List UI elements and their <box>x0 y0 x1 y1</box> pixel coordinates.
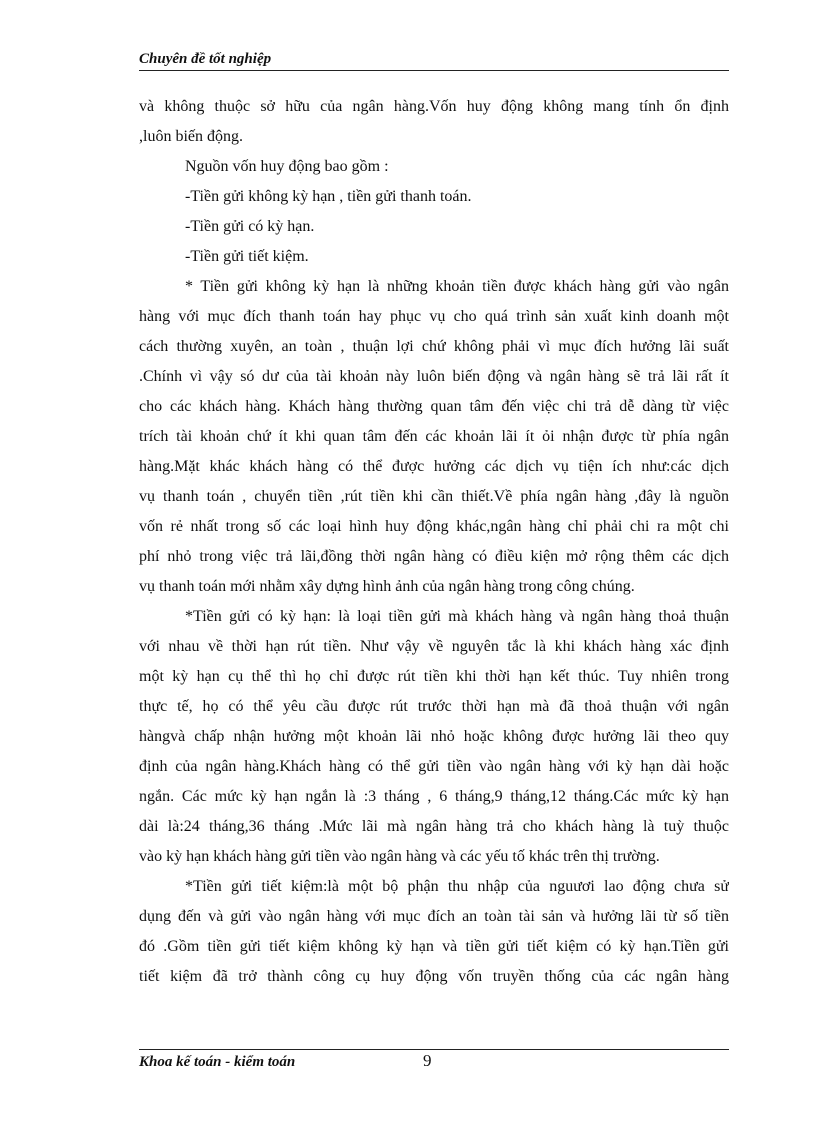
body-line: vụ thanh toán mới nhằm xây dựng hình ảnh của ngân hàng trong công chúng. <box>139 578 635 595</box>
body-line: trích tài khoản chứ ít khi quan tâm đến các khoản lãi ít ỏi nhận được từ phía ngân <box>139 428 729 445</box>
body-line: -Tiền gửi tiết kiệm. <box>185 248 309 265</box>
body-line: thực tế, họ có thể yêu cầu được rút trước thời hạn mà đã thoả thuận với ngân <box>139 698 729 715</box>
footer-divider <box>139 1049 729 1050</box>
body-line: tiết kiệm đã trở thành công cụ huy động vốn truyền thống của các ngân hàng <box>139 968 729 985</box>
body-line: *Tiền gửi tiết kiệm:là một bộ phận thu nhập của nguươi lao động chưa sử <box>185 878 729 895</box>
body-line: * Tiền gửi không kỳ hạn là những khoản tiền được khách hàng gửi vào ngân <box>185 278 729 295</box>
body-line: phí nhỏ trong việc trả lãi,đồng thời ngân hàng có điều kiện mở rộng thêm các dịch <box>139 548 729 565</box>
body-line: đó .Gồm tiền gửi tiết kiệm không kỳ hạn và tiền gửi tiết kiệm có kỳ hạn.Tiền gửi <box>139 938 729 955</box>
body-line: hàngvà chấp nhận hưởng một khoản lãi nhỏ hoặc không được hưởng lãi theo quy <box>139 728 729 745</box>
body-text <box>139 92 729 992</box>
footer-department: Khoa kế toán - kiểm toán <box>139 1054 296 1070</box>
body-line: và không thuộc sở hữu của ngân hàng.Vốn huy động không mang tính ổn định <box>139 98 729 115</box>
body-line: .Chính vì vậy só dư của tài khoản này luôn biến động và ngân hàng sẽ trả lãi rất ít <box>139 368 729 385</box>
body-line: vốn rẻ nhất trong số các loại hình huy động khác,ngân hàng chỉ phải chi ra một chi <box>139 518 729 535</box>
body-line: dài là:24 tháng,36 tháng .Mức lãi mà ngân hàng trả cho khách hàng là tuỳ thuộc <box>139 818 729 835</box>
body-line: ngắn. Các mức kỳ hạn ngắn là :3 tháng , 6 tháng,9 tháng,12 tháng.Các mức kỳ hạn <box>139 788 729 805</box>
body-line: -Tiền gửi có kỳ hạn. <box>185 218 315 235</box>
body-line: một kỳ hạn cụ thể thì họ chỉ được rút tiền khi thời hạn kết thúc. Tuy nhiên trong <box>139 668 729 685</box>
body-line: ,luôn biến động. <box>139 128 243 145</box>
body-line: với nhau về thời hạn rút tiền. Như vậy về nguyên tắc là khi khách hàng xác định <box>139 638 729 655</box>
page-number: 9 <box>423 1051 432 1070</box>
body-line: hàng với mục đích thanh toán hay phục vụ cho quá trình sản xuất kinh doanh một <box>139 308 729 325</box>
body-line: dụng đến và gửi vào ngân hàng với mục đích an toàn tài sản và hưởng lãi từ số tiền <box>139 908 729 925</box>
body-line: cho các khách hàng. Khách hàng thường quan tâm đến việc chi trả dễ dàng từ việc <box>139 398 729 415</box>
header-title: Chuyên đề tốt nghiệp <box>139 51 272 67</box>
body-line: vụ thanh toán , chuyển tiền ,rút tiền khi cần thiết.Về phía ngân hàng ,đây là nguồn <box>139 488 729 505</box>
body-line: cách thường xuyên, an toàn , thuận lợi chứ không phải vì mục đích hưởng lãi suất <box>139 338 729 355</box>
body-line: -Tiền gửi không kỳ hạn , tiền gửi thanh toán. <box>185 188 472 205</box>
page-header <box>139 50 729 71</box>
body-line: *Tiền gửi có kỳ hạn: là loại tiền gửi mà khách hàng và ngân hàng thoả thuận <box>185 608 729 625</box>
body-line: vào kỳ hạn khách hàng gửi tiền vào ngân hàng và các yếu tố khác trên thị trường. <box>139 848 660 865</box>
body-line: Nguồn vốn huy động bao gồm : <box>185 158 389 175</box>
body-line: hàng.Mặt khác khách hàng có thể được hưởng các dịch vụ tiện ích như:các dịch <box>139 458 729 475</box>
body-line: định của ngân hàng.Khách hàng có thể gửi tiền vào ngân hàng với kỳ hạn dài hoặc <box>139 758 729 775</box>
